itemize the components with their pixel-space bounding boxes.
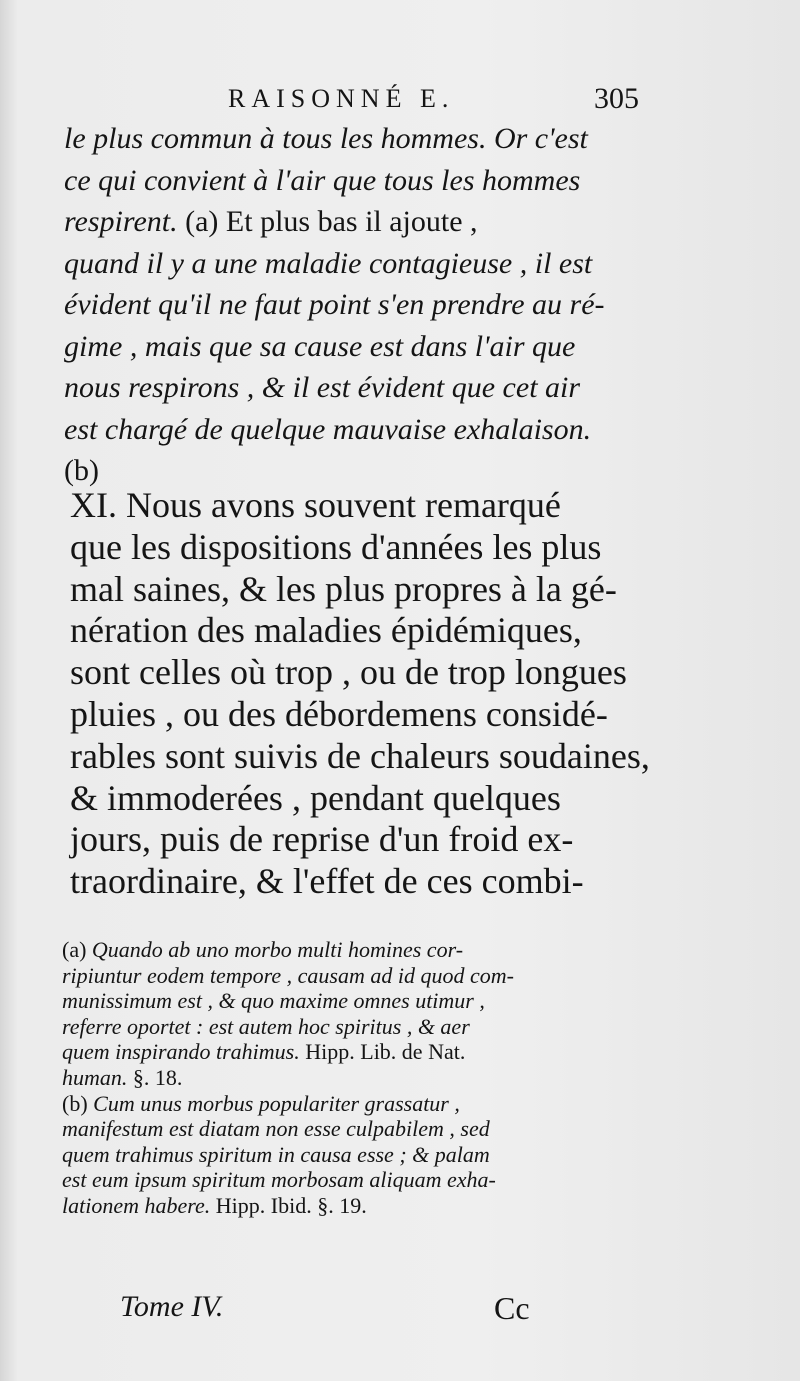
gathering-signature: Cc [494,1290,530,1326]
footnote-line: (b) Cum unus morbus populariter grassatur , [62,1090,460,1116]
footnote-line: quem inspirando trahimus. Hipp. Lib. de Nat. [62,1039,466,1065]
quotation-line: quand il y a une maladie contagieuse , il est [64,246,593,280]
body-line: pluies , ou des débordemens considé- [70,693,608,734]
quotation-line: ce qui convient à l'air que tous les hommes [64,163,581,197]
body-line: & immoderées , pendant quelques [70,777,561,818]
volume-signature: Tome IV. [120,1290,224,1323]
quotation-paragraph [64,118,664,492]
quotation-line: le plus commun à tous les hommes. Or c'est [64,122,588,155]
footnotes [62,937,672,1219]
quotation-line: respirent. (a) Et plus bas il ajoute , [64,205,478,238]
quotation-line: (b) [64,454,99,487]
footnote-line: ripiuntur eodem tempore , causam ad id quod com- [62,962,514,988]
footnote-line: est eum ipsum spiritum morbosam aliquam exha- [62,1167,496,1193]
running-head: RAISONNÉ E. [228,84,455,113]
section-xi-paragraph [70,485,670,903]
page-number: 305 [594,82,639,115]
footnote-line: quem trahimus spiritum in causa esse ; & palam [62,1141,490,1167]
page-footer [0,1290,800,1330]
body-line: rables sont suivis de chaleurs soudaines, [70,735,650,776]
body-line: sont celles où trop , ou de trop longues [70,652,627,693]
quotation-line: évident qu'il ne faut point s'en prendre au ré- [64,288,605,321]
quotation-line: est chargé de quelque mauvaise exhalaison. [64,412,592,446]
quotation-line: nous respirons , & il est évident que cet air [64,371,581,404]
footnote-line: (a) Quando ab uno morbo multi homines cor- [62,937,464,962]
body-line: mal saines, & les plus propres à la gé- [70,568,617,609]
footnote-line: lationem habere. Hipp. Ibid. §. 19. [62,1192,367,1218]
body-line: nération des maladies épidémiques, [70,610,582,651]
footnote-line: human. §. 18. [62,1064,183,1090]
footnote-line: manifestum est diatam non esse culpabilem , sed [62,1116,490,1142]
body-line: jours, puis de reprise d'un froid ex- [70,819,574,860]
body-line: traordinaire, & l'effet de ces combi- [70,861,584,902]
body-line: XI. Nous avons souvent remarqué [70,485,561,525]
body-line: que les dispositions d'années les plus [70,526,602,567]
footnote-line: munissimum est , & quo maxime omnes utimur , [62,988,485,1014]
quotation-line: gime , mais que sa cause est dans l'air que [64,329,576,363]
footnote-line: referre oportet : est autem hoc spiritus , & aer [62,1013,470,1039]
